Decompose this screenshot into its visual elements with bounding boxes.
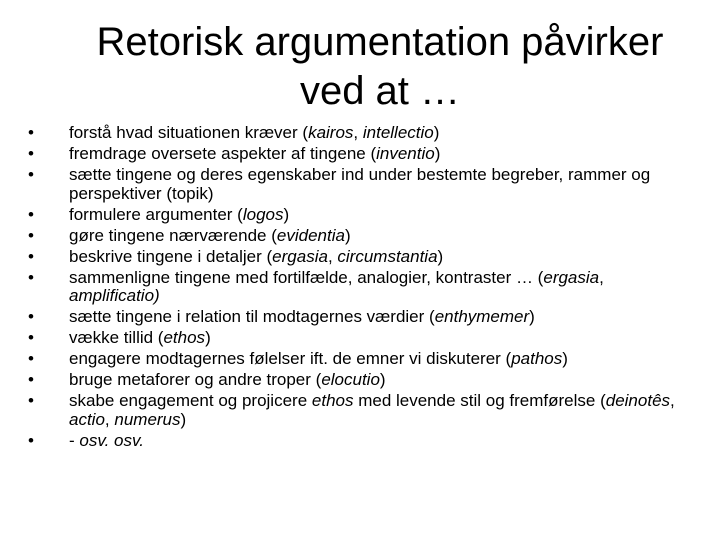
bullet-dot-icon: • bbox=[28, 307, 34, 327]
bullet-dot-icon: • bbox=[28, 328, 34, 348]
text-segment: ) bbox=[433, 123, 440, 142]
list-item-text bbox=[69, 144, 440, 163]
list-item-text bbox=[69, 268, 604, 306]
italic-term: numerus bbox=[114, 409, 181, 429]
italic-term: logos bbox=[242, 204, 284, 224]
text-segment: sætte tingene i relation til modtagernes værdier ( bbox=[69, 307, 435, 327]
italic-term: actio bbox=[69, 409, 105, 429]
list-item bbox=[28, 206, 688, 225]
text-segment: ) bbox=[379, 370, 386, 390]
text-segment: , bbox=[670, 391, 675, 411]
slide-title-line-2: ved at … bbox=[299, 69, 461, 113]
text-segment: beskrive tingene i detaljer ( bbox=[69, 246, 273, 266]
bullet-dot-icon: • bbox=[28, 349, 34, 369]
text-segment: ) bbox=[529, 307, 535, 327]
list-item bbox=[28, 248, 688, 267]
italic-term: amplificatio) bbox=[69, 286, 160, 306]
italic-term: ergasia bbox=[543, 267, 600, 287]
italic-term: enthymemer bbox=[434, 307, 530, 327]
list-item-text bbox=[69, 307, 535, 326]
text-segment: ) bbox=[344, 225, 351, 245]
text-segment: formulere argumenter ( bbox=[69, 204, 243, 224]
italic-term: kairos bbox=[308, 123, 354, 142]
italic-term: intellectio bbox=[362, 123, 434, 142]
bullet-dot-icon: • bbox=[28, 246, 34, 266]
list-item bbox=[28, 432, 688, 451]
list-item-text bbox=[69, 165, 650, 203]
text-segment: med levende stil og fremførelse ( bbox=[353, 391, 606, 411]
list-item-text bbox=[69, 205, 289, 224]
list-item bbox=[28, 392, 688, 429]
list-item bbox=[28, 350, 688, 369]
text-segment: sammenligne tingene med fortilfælde, analogier, kontraster … ( bbox=[69, 267, 544, 287]
text-segment: gøre tingene nærværende ( bbox=[69, 225, 277, 245]
italic-term: evidentia bbox=[276, 225, 345, 245]
list-item-text bbox=[69, 123, 439, 142]
text-segment: ) bbox=[437, 246, 444, 266]
text-segment: forstå hvad situationen kræver ( bbox=[69, 123, 309, 142]
bullet-dot-icon: • bbox=[28, 370, 34, 390]
list-item-text bbox=[69, 247, 443, 266]
bullet-dot-icon: • bbox=[28, 143, 34, 163]
text-segment: ) bbox=[562, 349, 568, 369]
text-segment: vække tillid ( bbox=[69, 328, 164, 348]
text-segment: , bbox=[104, 409, 115, 429]
list-item-text bbox=[69, 391, 675, 429]
text-segment: , bbox=[353, 123, 363, 142]
text-segment: fremdrage oversete aspekter af tingene ( bbox=[69, 143, 377, 163]
bullet-dot-icon: • bbox=[28, 204, 34, 224]
italic-term: deinotês bbox=[605, 391, 671, 411]
text-segment: ) bbox=[180, 409, 187, 429]
list-item bbox=[28, 308, 688, 327]
bullet-list bbox=[28, 124, 688, 453]
text-segment: ) bbox=[434, 143, 441, 163]
text-segment: - bbox=[69, 430, 80, 450]
bullet-dot-icon: • bbox=[28, 267, 34, 287]
bullet-dot-icon: • bbox=[28, 391, 34, 411]
italic-term: ergasia bbox=[272, 246, 328, 266]
italic-term: inventio bbox=[376, 143, 435, 163]
bullet-dot-icon: • bbox=[28, 225, 34, 245]
text-segment: ) bbox=[205, 328, 211, 348]
text-segment: , bbox=[599, 267, 604, 287]
list-item-text bbox=[69, 328, 211, 347]
list-item-text bbox=[69, 349, 568, 368]
text-segment: ) bbox=[283, 204, 290, 224]
list-item bbox=[28, 371, 688, 390]
list-item bbox=[28, 227, 688, 246]
list-item-text bbox=[69, 226, 351, 245]
list-item bbox=[28, 269, 688, 306]
italic-term: elocutio bbox=[321, 370, 380, 390]
text-segment: skabe engagement og projicere bbox=[69, 391, 312, 411]
list-item bbox=[28, 124, 688, 143]
bullet-dot-icon: • bbox=[28, 430, 34, 450]
text-segment: engagere modtagernes følelser ift. de emner vi diskuterer ( bbox=[69, 349, 512, 369]
list-item bbox=[28, 329, 688, 348]
italic-term: circumstantia bbox=[337, 246, 438, 266]
italic-term: osv. osv. bbox=[79, 430, 144, 450]
slide-title bbox=[60, 18, 700, 116]
slide-title-line-1: Retorisk argumentation påvirker bbox=[96, 20, 664, 64]
text-segment: sætte tingene og deres egenskaber ind under bestemte begreber, rammer og perspektiver (topik) bbox=[69, 164, 651, 203]
text-segment: , bbox=[327, 246, 338, 266]
italic-term: pathos bbox=[511, 349, 563, 369]
text-segment: bruge metaforer og andre troper ( bbox=[69, 370, 322, 390]
list-item bbox=[28, 145, 688, 164]
italic-term: ethos bbox=[311, 391, 354, 411]
list-item-text bbox=[69, 370, 386, 389]
bullet-dot-icon: • bbox=[28, 164, 34, 184]
italic-term: ethos bbox=[163, 328, 206, 348]
bullet-dot-icon: • bbox=[28, 123, 34, 142]
list-item-text bbox=[69, 431, 144, 450]
list-item bbox=[28, 166, 688, 203]
